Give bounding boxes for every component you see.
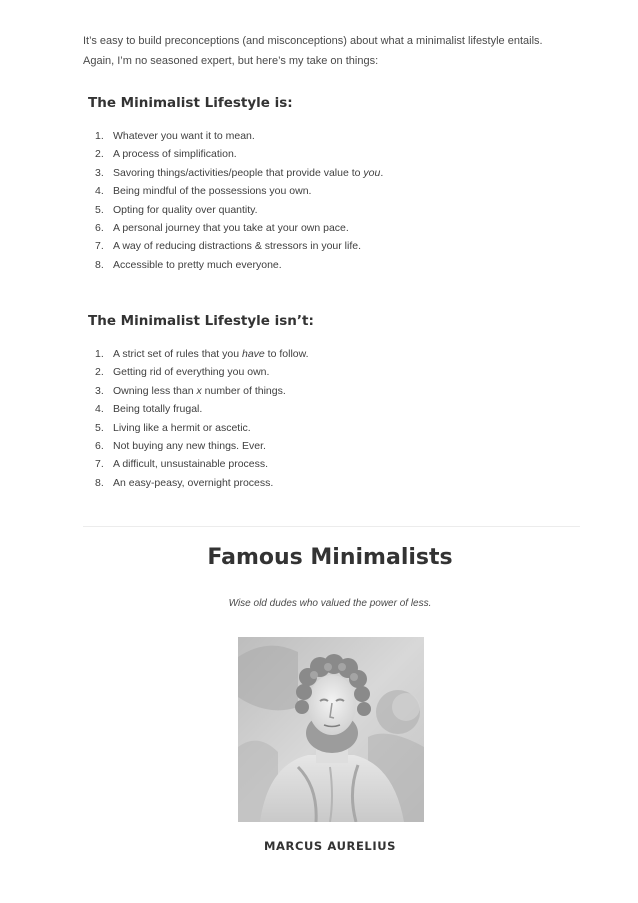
- is-section-heading: The Minimalist Lifestyle is:: [88, 95, 293, 111]
- list-item: [95, 363, 309, 381]
- intro-line-1: It’s easy to build preconceptions (and misconceptions) about what a minimalist lifestyle entails.: [83, 35, 543, 47]
- isnt-section-heading: The Minimalist Lifestyle isn’t:: [88, 313, 314, 329]
- famous-minimalists-subtitle: Wise old dudes who valued the power of less.: [228, 598, 432, 609]
- list-item: [95, 400, 309, 418]
- list-item-text: Living like a hermit or ascetic.: [113, 421, 251, 434]
- list-item: [95, 474, 309, 492]
- list-item-number: 3.: [95, 384, 104, 397]
- list-item-text: A process of simplification.: [113, 148, 237, 161]
- list-item-text: A difficult, unsustainable process.: [113, 458, 269, 471]
- portrait-caption: MARCUS AURELIUS: [263, 839, 397, 853]
- list-item-number: 7.: [95, 458, 104, 471]
- list-item-text-end: number of things.: [201, 384, 286, 397]
- list-item-text: A strict set of rules that you: [113, 348, 242, 360]
- list-item: [95, 345, 309, 363]
- list-item: [95, 201, 383, 219]
- list-item-text: Not buying any new things. Ever.: [113, 439, 266, 452]
- list-item: [95, 164, 383, 182]
- list-item: [95, 382, 309, 400]
- list-item-emphasis: you: [363, 166, 381, 179]
- list-item-text: A way of reducing distractions & stressors in your life.: [113, 240, 362, 253]
- list-item: [95, 127, 383, 145]
- list-item-text: A personal journey that you take at your own pace.: [113, 221, 349, 234]
- isnt-list: [95, 345, 309, 492]
- is-list: [95, 127, 383, 274]
- marcus-aurelius-bust-image: [238, 637, 424, 822]
- list-item-number: 1.: [95, 130, 104, 142]
- list-item-number: 4.: [95, 185, 104, 198]
- list-item-number: 3.: [95, 166, 104, 179]
- intro-paragraph: [83, 31, 583, 71]
- list-item-emphasis: x: [196, 384, 202, 397]
- section-divider: [83, 526, 580, 527]
- list-item-text-end: .: [380, 166, 384, 179]
- bust-illustration: [238, 637, 424, 822]
- list-item-number: 6.: [95, 221, 104, 234]
- list-item-number: 5.: [95, 421, 104, 434]
- list-item-number: 2.: [95, 366, 104, 379]
- famous-minimalists-title: Famous Minimalists: [207, 545, 453, 570]
- list-item-text: Whatever you want it to mean.: [113, 130, 255, 142]
- list-item-emphasis: have: [241, 348, 265, 360]
- list-item-number: 4.: [95, 403, 104, 416]
- list-item-number: 6.: [95, 439, 104, 452]
- list-item-number: 5.: [95, 203, 104, 216]
- list-item-number: 2.: [95, 148, 104, 161]
- list-item-text: Getting rid of everything you own.: [113, 366, 270, 379]
- list-item-number: 8.: [95, 476, 104, 489]
- list-item-text: Owning less than: [113, 384, 197, 397]
- list-item-text: Being mindful of the possessions you own.: [113, 185, 312, 198]
- list-item-number: 8.: [95, 258, 104, 271]
- list-item-number: 1.: [95, 348, 104, 360]
- list-item: [95, 455, 309, 473]
- list-item: [95, 182, 383, 200]
- list-item-text: Opting for quality over quantity.: [113, 203, 258, 216]
- list-item: [95, 419, 309, 437]
- list-item: [95, 237, 383, 255]
- list-item-text-end: to follow.: [264, 348, 309, 360]
- list-item: [95, 256, 383, 274]
- list-item: [95, 437, 309, 455]
- list-item: [95, 219, 383, 237]
- intro-line-2: Again, I’m no seasoned expert, but here’s my take on things:: [83, 55, 379, 67]
- list-item-number: 7.: [95, 240, 104, 253]
- list-item-text: Accessible to pretty much everyone.: [113, 258, 282, 271]
- list-item: [95, 145, 383, 163]
- list-item-text: Savoring things/activities/people that provide value to: [113, 166, 364, 179]
- list-item-text: An easy-peasy, overnight process.: [113, 476, 274, 489]
- list-item-text: Being totally frugal.: [113, 403, 203, 416]
